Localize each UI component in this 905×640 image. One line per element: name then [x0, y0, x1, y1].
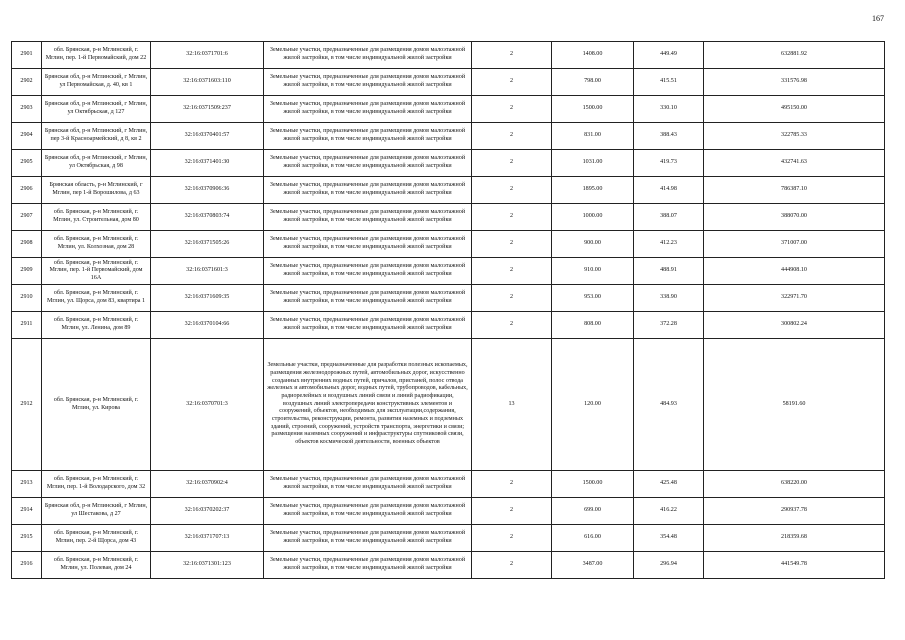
table-row [12, 204, 885, 231]
use-group-cell: 2 [472, 42, 552, 69]
cadastral-value-cell: 322971.70 [704, 285, 885, 312]
cadastral-number-cell: 32:16:0370906:36 [151, 177, 264, 204]
area-cell: 1031.00 [552, 150, 634, 177]
row-number: 2906 [12, 177, 42, 204]
address-cell: Брянская область, р-н Мглинский, г Мглин, пер 1-й Ворошилова, д 63 [42, 177, 151, 204]
permitted-use-cell: Земельные участки, предназначенные для размещения домов малоэтажной жилой застройки, в том числе индивидуальной жилой застройки [264, 42, 472, 69]
area-cell: 1500.00 [552, 471, 634, 498]
specific-value-cell: 388.43 [634, 123, 704, 150]
row-number: 2909 [12, 258, 42, 285]
use-group-cell: 2 [472, 177, 552, 204]
address-cell: обл. Брянская, р-н Мглинский, г. Мглин, пер. 1-й Володарского, дом 32 [42, 471, 151, 498]
cadastral-value-cell: 218359.68 [704, 525, 885, 552]
address-cell: обл. Брянская, р-н Мглинский, г. Мглин, ул. Полевая, дом 24 [42, 552, 151, 579]
table-row [12, 471, 885, 498]
specific-value-cell: 415.51 [634, 69, 704, 96]
use-group-cell: 2 [472, 150, 552, 177]
area-cell: 616.00 [552, 525, 634, 552]
cadastral-value-cell: 300802.24 [704, 312, 885, 339]
specific-value-cell: 354.48 [634, 525, 704, 552]
area-cell: 3487.00 [552, 552, 634, 579]
specific-value-cell: 296.94 [634, 552, 704, 579]
address-cell: обл. Брянская, р-н Мглинский, г. Мглин, ул. Ленина, дом 89 [42, 312, 151, 339]
area-cell: 120.00 [552, 339, 634, 471]
address-cell: обл. Брянская, р-н Мглинский, г. Мглин, ул. Строительная, дом 80 [42, 204, 151, 231]
table-row [12, 150, 885, 177]
table-row [12, 177, 885, 204]
permitted-use-cell: Земельные участки, предназначенные для размещения домов малоэтажной жилой застройки, в том числе индивидуальной жилой застройки [264, 96, 472, 123]
address-cell: Брянская обл, р-н Мглинский, г Мглин, ул Шестакова, д 27 [42, 498, 151, 525]
permitted-use-cell: Земельные участки, предназначенные для размещения домов малоэтажной жилой застройки, в том числе индивидуальной жилой застройки [264, 312, 472, 339]
table-row [12, 96, 885, 123]
use-group-cell: 2 [472, 69, 552, 96]
use-group-cell: 2 [472, 525, 552, 552]
cadastral-number-cell: 32:16:0371401:30 [151, 150, 264, 177]
cadastral-value-cell: 786387.10 [704, 177, 885, 204]
address-cell: Брянская обл, р-н Мглинский, г Мглин, ул Октябрьская, д 127 [42, 96, 151, 123]
specific-value-cell: 388.07 [634, 204, 704, 231]
use-group-cell: 13 [472, 339, 552, 471]
cadastral-number-cell: 32:16:0371509:237 [151, 96, 264, 123]
specific-value-cell: 338.90 [634, 285, 704, 312]
permitted-use-cell: Земельные участки, предназначенные для разработки полезных ископаемых, размещения железнодорожных путей, автомобильных дорог, искусственно созданных внутренних водных путей, причалов, пристаней, полос отвода железных и автомобильных дорог, водных путей, трубопроводов, кабельных, радиорелейных и воздушных линий связи и линий радиофикации, воздушных линий электропередачи конструктивных элементов и сооружений, объектов, необходимых для эксплуатации,содержания, строительства, реконструкции, ремонта, развития наземных и подземных зданий, строений, сооружений, устройств транспорта, энергетики и связи; размещения наземных сооружений и инфраструктуры спутниковой связи, объектов космической деятельности, военных объектов [264, 339, 472, 471]
row-number: 2904 [12, 123, 42, 150]
specific-value-cell: 419.73 [634, 150, 704, 177]
permitted-use-cell: Земельные участки, предназначенные для размещения домов малоэтажной жилой застройки, в том числе индивидуальной жилой застройки [264, 471, 472, 498]
permitted-use-cell: Земельные участки, предназначенные для размещения домов малоэтажной жилой застройки, в том числе индивидуальной жилой застройки [264, 498, 472, 525]
area-cell: 1895.00 [552, 177, 634, 204]
cadastral-number-cell: 32:16:0371301:123 [151, 552, 264, 579]
use-group-cell: 2 [472, 285, 552, 312]
use-group-cell: 2 [472, 258, 552, 285]
address-cell: обл. Брянская, р-н Мглинский, г. Мглин, пер. 1-й Первомайский, дом 16А [42, 258, 151, 285]
specific-value-cell: 425.48 [634, 471, 704, 498]
row-number: 2901 [12, 42, 42, 69]
table-row [12, 285, 885, 312]
cadastral-value-cell: 331576.98 [704, 69, 885, 96]
page-number: 167 [872, 14, 884, 23]
row-number: 2907 [12, 204, 42, 231]
permitted-use-cell: Земельные участки, предназначенные для размещения домов малоэтажной жилой застройки, в том числе индивидуальной жилой застройки [264, 204, 472, 231]
row-number: 2910 [12, 285, 42, 312]
area-cell: 808.00 [552, 312, 634, 339]
row-number: 2915 [12, 525, 42, 552]
address-cell: обл. Брянская, р-н Мглинский, г. Мглин, ул. Колхозная, дом 28 [42, 231, 151, 258]
address-cell: Брянская обл, р-н Мглинский, г Мглин, ул Октябрьская, д 98 [42, 150, 151, 177]
specific-value-cell: 330.10 [634, 96, 704, 123]
cadastral-number-cell: 32:16:0371609:35 [151, 285, 264, 312]
use-group-cell: 2 [472, 471, 552, 498]
cadastral-number-cell: 32:16:0371707:13 [151, 525, 264, 552]
row-number: 2914 [12, 498, 42, 525]
use-group-cell: 2 [472, 552, 552, 579]
registry-body [12, 42, 885, 579]
permitted-use-cell: Земельные участки, предназначенные для размещения домов малоэтажной жилой застройки, в том числе индивидуальной жилой застройки [264, 123, 472, 150]
area-cell: 953.00 [552, 285, 634, 312]
area-cell: 831.00 [552, 123, 634, 150]
table-row [12, 231, 885, 258]
table-row [12, 339, 885, 471]
permitted-use-cell: Земельные участки, предназначенные для размещения домов малоэтажной жилой застройки, в том числе индивидуальной жилой застройки [264, 525, 472, 552]
specific-value-cell: 412.23 [634, 231, 704, 258]
address-cell: обл. Брянская, р-н Мглинский, г. Мглин, ул. Кирова [42, 339, 151, 471]
use-group-cell: 2 [472, 204, 552, 231]
cadastral-value-cell: 290937.78 [704, 498, 885, 525]
permitted-use-cell: Земельные участки, предназначенные для размещения домов малоэтажной жилой застройки, в том числе индивидуальной жилой застройки [264, 69, 472, 96]
address-cell: обл. Брянская, р-н Мглинский, г. Мглин, ул. Щорса, дом 83, квартира 1 [42, 285, 151, 312]
permitted-use-cell: Земельные участки, предназначенные для размещения домов малоэтажной жилой застройки, в том числе индивидуальной жилой застройки [264, 552, 472, 579]
specific-value-cell: 484.93 [634, 339, 704, 471]
cadastral-number-cell: 32:16:0371701:6 [151, 42, 264, 69]
cadastral-value-cell: 441549.78 [704, 552, 885, 579]
table-row [12, 258, 885, 285]
area-cell: 1500.00 [552, 96, 634, 123]
row-number: 2903 [12, 96, 42, 123]
row-number: 2905 [12, 150, 42, 177]
address-cell: Брянская обл, р-н Мглинский, г Мглин, ул Первомайская, д. 40, кв 1 [42, 69, 151, 96]
specific-value-cell: 414.98 [634, 177, 704, 204]
cadastral-number-cell: 32:16:0370202:37 [151, 498, 264, 525]
use-group-cell: 2 [472, 312, 552, 339]
permitted-use-cell: Земельные участки, предназначенные для размещения домов малоэтажной жилой застройки, в том числе индивидуальной жилой застройки [264, 177, 472, 204]
cadastral-value-cell: 495150.00 [704, 96, 885, 123]
cadastral-number-cell: 32:16:0370401:57 [151, 123, 264, 150]
cadastral-number-cell: 32:16:0370701:3 [151, 339, 264, 471]
use-group-cell: 2 [472, 231, 552, 258]
address-cell: Брянская обл, р-н Мглинский, г Мглин, пер 3-й Красноармейский, д 8, кв 2 [42, 123, 151, 150]
specific-value-cell: 372.28 [634, 312, 704, 339]
row-number: 2902 [12, 69, 42, 96]
row-number: 2908 [12, 231, 42, 258]
use-group-cell: 2 [472, 498, 552, 525]
row-number: 2911 [12, 312, 42, 339]
cadastral-value-cell: 58191.60 [704, 339, 885, 471]
table-row [12, 525, 885, 552]
cadastral-number-cell: 32:16:0371603:110 [151, 69, 264, 96]
table-row [12, 552, 885, 579]
row-number: 2916 [12, 552, 42, 579]
area-cell: 1000.00 [552, 204, 634, 231]
cadastral-number-cell: 32:16:0371505:26 [151, 231, 264, 258]
cadastral-value-cell: 371007.00 [704, 231, 885, 258]
table-row [12, 498, 885, 525]
cadastral-value-cell: 322785.33 [704, 123, 885, 150]
cadastral-value-cell: 388070.00 [704, 204, 885, 231]
use-group-cell: 2 [472, 123, 552, 150]
specific-value-cell: 449.49 [634, 42, 704, 69]
specific-value-cell: 416.22 [634, 498, 704, 525]
table-row [12, 123, 885, 150]
cadastral-registry-table [11, 41, 885, 579]
table-row [12, 312, 885, 339]
row-number: 2912 [12, 339, 42, 471]
address-cell: обл. Брянская, р-н Мглинский, г. Мглин, пер. 1-й Первомайский, дом 22 [42, 42, 151, 69]
cadastral-number-cell: 32:16:0370104:66 [151, 312, 264, 339]
cadastral-value-cell: 638220.00 [704, 471, 885, 498]
row-number: 2913 [12, 471, 42, 498]
address-cell: обл. Брянская, р-н Мглинский, г. Мглин, пер. 2-й Щорса, дом 43 [42, 525, 151, 552]
permitted-use-cell: Земельные участки, предназначенные для размещения домов малоэтажной жилой застройки, в том числе индивидуальной жилой застройки [264, 285, 472, 312]
area-cell: 798.00 [552, 69, 634, 96]
cadastral-number-cell: 32:16:0370902:4 [151, 471, 264, 498]
area-cell: 900.00 [552, 231, 634, 258]
area-cell: 910.00 [552, 258, 634, 285]
cadastral-value-cell: 444908.10 [704, 258, 885, 285]
permitted-use-cell: Земельные участки, предназначенные для размещения домов малоэтажной жилой застройки, в том числе индивидуальной жилой застройки [264, 150, 472, 177]
cadastral-value-cell: 632881.92 [704, 42, 885, 69]
cadastral-number-cell: 32:16:0371601:3 [151, 258, 264, 285]
use-group-cell: 2 [472, 96, 552, 123]
table-row [12, 69, 885, 96]
permitted-use-cell: Земельные участки, предназначенные для размещения домов малоэтажной жилой застройки, в том числе индивидуальной жилой застройки [264, 231, 472, 258]
permitted-use-cell: Земельные участки, предназначенные для размещения домов малоэтажной жилой застройки, в том числе индивидуальной жилой застройки [264, 258, 472, 285]
cadastral-value-cell: 432741.63 [704, 150, 885, 177]
specific-value-cell: 488.91 [634, 258, 704, 285]
table-row [12, 42, 885, 69]
cadastral-number-cell: 32:16:0370803:74 [151, 204, 264, 231]
area-cell: 1408.00 [552, 42, 634, 69]
area-cell: 699.00 [552, 498, 634, 525]
